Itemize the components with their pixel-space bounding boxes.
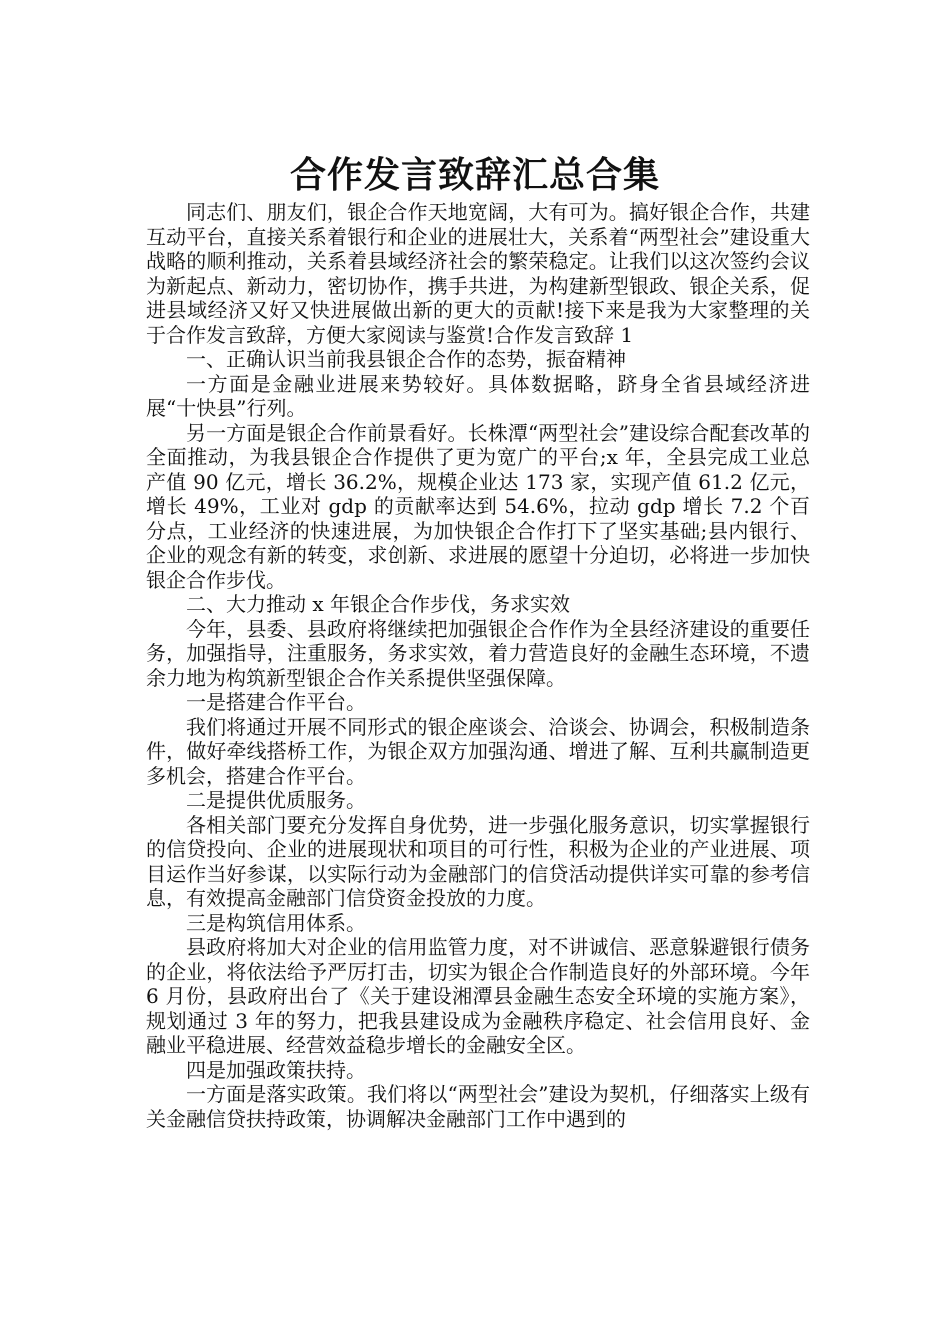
subheading: 四是加强政策扶持。 (186, 1057, 366, 1082)
paragraph: 一方面是落实政策。我们将以“两型社会”建设为契机，仔细落实上级有关金融信贷扶持政策，协调解决金融部门工作中遇到的 (146, 1082, 810, 1131)
section-heading-2: 二、大力推动 x 年银企合作步伐，务求实效 (186, 592, 570, 616)
document-title: 合作发言致辞汇总合集 (289, 155, 660, 197)
paragraph: 县政府将加大对企业的信用监管力度，对不讲诚信、恶意躲避银行债务的企业，将依法给予严厉打击，切实为银企合作制造良好的外部环境。今年 6 月份，县政府出台了《关于建设湘潭县金融生态安全环境的实施方案》，规划通过 3 年的努力，把我县建设成为金融秩序稳定、社会信用良好、金融业平稳进展、经营效益稳步增长的金融安全区。 (146, 935, 810, 1057)
paragraph: 一方面是金融业进展来势较好。具体数据略，跻身全省县域经济进展“十快县”行列。 (146, 371, 810, 420)
paragraph: 今年，县委、县政府将继续把加强银企合作作为全县经济建设的重要任务，加强指导，注重服务，务求实效，着力营造良好的金融生态环境，不遗余力地为构筑新型银企合作关系提供坚强保障。 (146, 616, 810, 690)
paragraph: 我们将通过开展不同形式的银企座谈会、洽谈会、协调会，积极制造条件，做好牵线搭桥工作，为银企双方加强沟通、增进了解、互利共赢制造更多机会，搭建合作平台。 (146, 714, 810, 788)
section-heading-1: 一、正确认识当前我县银企合作的态势，振奋精神 (186, 347, 626, 371)
paragraph: 另一方面是银企合作前景看好。长株潭“两型社会”建设综合配套改革的全面推动，为我县银企合作提供了更为宽广的平台;x 年，全县完成工业总产值 90 亿元，增长 36.2%，规模企业达 173 家，实现产值 61.2 亿元，增长 49%，工业对 gdp 的贡献率达到 54.6%，拉动 gdp 增长 7.2 个百分点，工业经济的快速进展，为加快银企合作打下了坚实基础;县内银行、企业的观念有新的转变，求创新、求进展的愿望十分迫切，必将进一步加快银企合作步伐。 (146, 420, 810, 592)
subheading: 二是提供优质服务。 (186, 788, 366, 812)
subheading: 一是搭建合作平台。 (186, 690, 366, 714)
document-body (146, 200, 810, 1131)
paragraph: 各相关部门要充分发挥自身优势，进一步强化服务意识，切实掌握银行的信贷投向、企业的进展现状和项目的可行性，积极为企业的产业进展、项目运作当好参谋，以实际行动为金融部门的信贷活动提供详实可靠的参考信息，有效提高金融部门信贷资金投放的力度。 (146, 812, 810, 910)
paragraph-intro: 同志们、朋友们，银企合作天地宽阔，大有可为。搞好银企合作，共建互动平台，直接关系着银行和企业的进展壮大，关系着“两型社会”建设重大战略的顺利推动，关系着县域经济社会的繁荣稳定。让我们以这次签约会议为新起点、新动力，密切协作，携手共进，为构建新型银政、银企关系，促进县域经济又好又快进展做出新的更大的贡献!接下来是我为大家整理的关于合作发言致辞，方便大家阅读与鉴赏!合作发言致辞 1 (146, 200, 810, 347)
subheading: 三是构筑信用体系。 (186, 910, 366, 935)
